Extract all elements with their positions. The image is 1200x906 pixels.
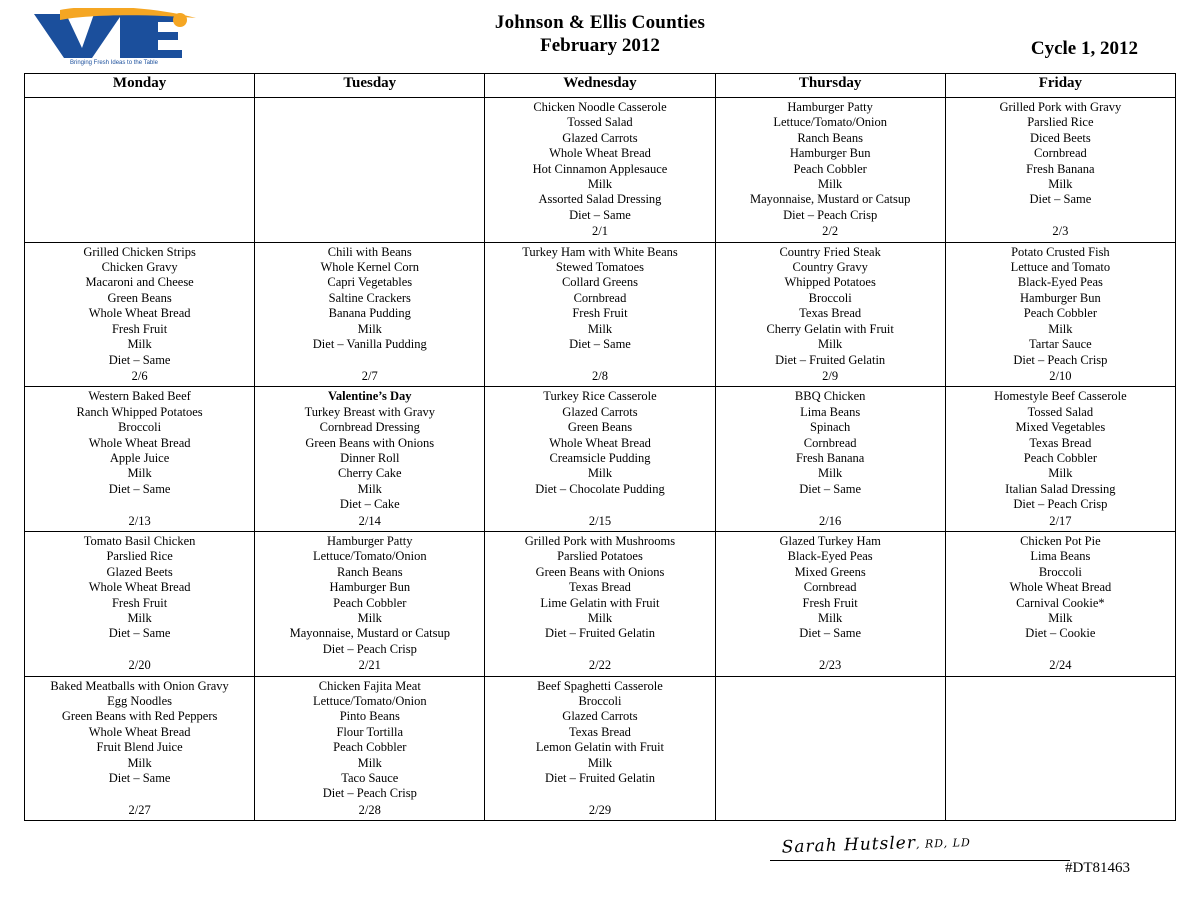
menu-item: Fruit Blend Juice: [96, 740, 183, 755]
menu-item: Lima Beans: [800, 404, 861, 419]
table-row: [25, 387, 1176, 532]
menu-item: Milk: [1048, 611, 1073, 625]
menu-item: Grilled Pork with Gravy: [999, 100, 1122, 114]
menu-day-cell: [715, 98, 945, 243]
menu-day-date: 2/22: [588, 658, 612, 673]
menu-item-list: [948, 100, 1173, 208]
menu-item: Green Beans with Onions: [535, 564, 665, 579]
menu-item: Diet – Cookie: [1025, 626, 1096, 641]
table-header-row: [25, 74, 1176, 98]
menu-day-date: 2/13: [128, 513, 151, 528]
menu-item: Milk: [357, 481, 382, 496]
menu-item-list: [487, 679, 712, 787]
menu-item: Country Fried Steak: [779, 244, 881, 259]
menu-item: Fresh Banana: [795, 450, 865, 465]
table-row: [25, 676, 1176, 821]
menu-item: Ranch Whipped Potatoes: [76, 404, 203, 419]
menu-item: Ranch Beans: [797, 130, 863, 145]
menu-item: Lettuce/Tomato/Onion: [773, 115, 887, 130]
menu-item: Peach Cobbler: [333, 595, 407, 610]
menu-day-cell: [945, 98, 1175, 243]
menu-item: Diet – Same: [108, 352, 171, 367]
menu-item: Diet – Fruited Gelatin: [775, 352, 886, 367]
menu-item: Black-Eyed Peas: [787, 549, 873, 564]
menu-item: Cornbread: [803, 435, 857, 450]
menu-day-content: [946, 677, 1175, 682]
menu-day-content: [25, 532, 254, 676]
menu-item: Milk: [1048, 466, 1073, 481]
menu-item: Hot Cinnamon Applesauce: [532, 161, 668, 176]
menu-item-list: [718, 100, 943, 223]
menu-table-body: [25, 98, 1176, 821]
valley-logo: [30, 8, 200, 66]
menu-item: Lettuce and Tomato: [1010, 260, 1111, 275]
menu-item: Parslied Rice: [106, 549, 173, 564]
signature-name: [769, 824, 1169, 858]
menu-item: Diet – Same: [108, 626, 171, 641]
menu-day-date: 2/8: [591, 368, 608, 383]
column-header-monday: Monday: [25, 74, 255, 98]
menu-item: Cornbread: [803, 580, 857, 595]
menu-day-date: [27, 100, 252, 101]
menu-item: Hamburger Bun: [789, 146, 871, 161]
cycle-label: Cycle 1, 2012: [1030, 38, 1138, 59]
menu-item: Milk: [587, 177, 613, 192]
menu-item: Diet – Same: [569, 337, 631, 352]
menu-item-list: [257, 245, 482, 353]
menu-item: Milk: [587, 755, 613, 770]
menu-item: Cherry Cake: [338, 466, 402, 481]
menu-item: Cornbread: [573, 290, 627, 305]
menu-item-list: [948, 534, 1173, 642]
menu-item: Chicken Noodle Casserole: [533, 100, 667, 114]
menu-item: Cornbread Dressing: [319, 420, 420, 435]
menu-item: Mixed Greens: [794, 564, 866, 579]
menu-day-cell: [255, 676, 485, 821]
menu-item: Diet – Peach Crisp: [322, 641, 417, 656]
menu-day-cell: [25, 98, 255, 243]
menu-item: Whole Wheat Bread: [88, 435, 191, 450]
menu-day-content: [485, 243, 714, 387]
menu-item: Milk: [127, 611, 152, 625]
menu-day-date: 2/6: [131, 368, 148, 383]
menu-day-content: [946, 532, 1175, 676]
menu-day-date: 2/1: [591, 224, 608, 239]
menu-item: Lime Gelatin with Fruit: [540, 595, 660, 610]
menu-item: Whole Wheat Bread: [88, 580, 191, 595]
signature-name-text: Sarah Hutsler: [781, 832, 917, 858]
column-header-tuesday: Tuesday: [255, 74, 485, 98]
menu-item: Potato Crusted Fish: [1011, 244, 1110, 259]
menu-day-content: [255, 677, 484, 821]
menu-item: Egg Noodles: [107, 694, 173, 709]
column-header-friday: Friday: [945, 74, 1175, 98]
page-header: [24, 8, 1176, 70]
menu-day-cell: [485, 531, 715, 676]
menu-item: Diet – Cake: [339, 497, 400, 512]
menu-day-cell: [945, 387, 1175, 532]
menu-item: Hamburger Patty: [327, 533, 413, 548]
menu-item: Black-Eyed Peas: [1017, 275, 1103, 290]
menu-day-content: [25, 677, 254, 821]
menu-item: Whole Wheat Bread: [549, 146, 651, 161]
menu-item: Milk: [818, 611, 843, 625]
menu-item: Broccoli: [808, 290, 852, 305]
menu-day-date: [948, 679, 1173, 680]
menu-item: Milk: [127, 755, 152, 770]
menu-item: Chicken Gravy: [101, 260, 178, 275]
signature-code: #DT81463: [1065, 860, 1130, 876]
menu-day-date: 2/27: [128, 802, 151, 817]
menu-item: Valentine’s Day: [328, 389, 412, 404]
menu-day-content: [946, 387, 1175, 531]
menu-day-date: 2/29: [588, 802, 612, 817]
menu-item: Milk: [587, 466, 613, 481]
menu-item: Diet – Same: [1029, 192, 1092, 207]
menu-item-list: [27, 679, 252, 787]
menu-day-cell: [255, 531, 485, 676]
menu-item: Milk: [357, 755, 382, 770]
menu-item: Milk: [357, 611, 382, 625]
menu-item: Fresh Fruit: [802, 595, 858, 610]
menu-item-list: [718, 245, 943, 368]
menu-item: Diet – Peach Crisp: [783, 207, 878, 222]
menu-item: Parslied Rice: [1027, 115, 1094, 130]
menu-item: Lima Beans: [1030, 549, 1091, 564]
menu-day-content: [716, 677, 945, 682]
menu-day-cell: [715, 531, 945, 676]
menu-item-list: [27, 389, 252, 497]
menu-item: Diet – Same: [108, 481, 171, 496]
menu-day-date: 2/14: [358, 513, 381, 528]
menu-day-cell: [945, 676, 1175, 821]
menu-item: Hamburger Patty: [787, 100, 873, 114]
menu-item: Stewed Tomatoes: [555, 260, 645, 275]
menu-item: Chicken Pot Pie: [1020, 533, 1101, 548]
menu-item: Chicken Fajita Meat: [318, 678, 421, 693]
menu-day-cell: [715, 242, 945, 387]
signature-line: [770, 860, 1070, 861]
menu-day-cell: [25, 387, 255, 532]
menu-item: Green Beans: [567, 420, 633, 435]
menu-day-content: [25, 98, 254, 103]
menu-item: Milk: [587, 321, 613, 336]
menu-item-list: [487, 245, 712, 353]
menu-item: Milk: [1048, 321, 1073, 336]
menu-day-cell: [485, 98, 715, 243]
menu-item-list: [948, 245, 1173, 368]
menu-day-content: [485, 677, 714, 821]
menu-item-list: [257, 534, 482, 657]
menu-item: Fresh Fruit: [111, 321, 168, 336]
menu-item: Turkey Breast with Gravy: [304, 404, 435, 419]
menu-item: Homestyle Beef Casserole: [994, 389, 1127, 404]
menu-item: Milk: [818, 177, 843, 192]
menu-item: Cornbread: [1033, 146, 1087, 161]
menu-item: Turkey Rice Casserole: [543, 389, 657, 404]
menu-day-cell: [945, 242, 1175, 387]
menu-item: Texas Bread: [568, 724, 631, 739]
menu-item: Peach Cobbler: [1023, 306, 1097, 321]
menu-item: Whipped Potatoes: [784, 275, 876, 290]
menu-day-date: 2/21: [358, 658, 381, 673]
menu-item: Tomato Basil Chicken: [83, 533, 196, 548]
menu-item: Green Beans: [107, 290, 172, 305]
menu-day-date: [718, 679, 943, 680]
column-header-wednesday: Wednesday: [485, 74, 715, 98]
menu-day-cell: [255, 242, 485, 387]
menu-item: Fresh Fruit: [572, 306, 628, 321]
menu-day-cell: [715, 676, 945, 821]
menu-item-list: [257, 389, 482, 512]
menu-item-list: [718, 534, 943, 642]
menu-item: Diet – Fruited Gelatin: [544, 626, 655, 641]
menu-day-content: [946, 98, 1175, 242]
menu-item: Whole Wheat Bread: [1009, 580, 1112, 595]
menu-item: Fresh Banana: [1026, 161, 1095, 176]
menu-item: Whole Kernel Corn: [320, 260, 420, 275]
menu-item-list: [487, 389, 712, 497]
menu-item: Italian Salad Dressing: [1005, 481, 1116, 496]
menu-item: Pinto Beans: [339, 709, 400, 724]
menu-item: Diet – Same: [799, 481, 862, 496]
menu-day-content: [946, 243, 1175, 387]
menu-item-list: [27, 245, 252, 368]
menu-day-content: [255, 243, 484, 387]
menu-day-date: 2/7: [361, 368, 378, 383]
menu-item: Broccoli: [1038, 564, 1082, 579]
menu-item: Glazed Carrots: [562, 404, 638, 419]
table-row: [25, 98, 1176, 243]
menu-item: Diet – Fruited Gelatin: [544, 771, 655, 786]
menu-item: Western Baked Beef: [88, 389, 191, 404]
signature-credential: , RD, LD: [915, 835, 971, 851]
menu-day-content: [255, 387, 484, 531]
menu-item: Fresh Fruit: [111, 595, 168, 610]
menu-item: Peach Cobbler: [793, 161, 867, 176]
menu-item: BBQ Chicken: [794, 389, 866, 404]
menu-day-date: 2/3: [1052, 224, 1069, 239]
menu-item: Texas Bread: [1029, 435, 1092, 450]
menu-item-list: [487, 534, 712, 642]
menu-day-cell: [485, 242, 715, 387]
menu-day-content: [716, 243, 945, 387]
menu-item: Taco Sauce: [341, 771, 399, 786]
svg-text:Bringing Fresh Ideas to the Ta: Bringing Fresh Ideas to the Table: [70, 60, 158, 66]
menu-item: Chili with Beans: [327, 244, 412, 259]
menu-day-cell: [485, 676, 715, 821]
menu-day-content: [716, 387, 945, 531]
menu-item: Broccoli: [578, 694, 622, 709]
menu-item: Texas Bread: [799, 306, 862, 321]
menu-day-content: [25, 387, 254, 531]
menu-item: Diced Beets: [1030, 130, 1091, 145]
menu-day-date: 2/9: [822, 368, 839, 383]
menu-item-list: [487, 100, 712, 223]
menu-day-date: 2/24: [1049, 658, 1072, 673]
menu-day-cell: [715, 387, 945, 532]
menu-item: Carnival Cookie*: [1016, 595, 1105, 610]
menu-item: Milk: [357, 321, 382, 336]
menu-item: Grilled Pork with Mushrooms: [524, 533, 676, 548]
menu-day-date: 2/15: [588, 513, 612, 528]
menu-item: Lettuce/Tomato/Onion: [312, 694, 427, 709]
menu-item: Milk: [818, 466, 843, 481]
menu-item: Whole Wheat Bread: [88, 306, 191, 321]
menu-item: Milk: [127, 337, 152, 352]
menu-day-cell: [485, 387, 715, 532]
menu-item: Milk: [587, 611, 613, 625]
menu-item: Tossed Salad: [567, 115, 633, 130]
menu-item: Spinach: [810, 420, 851, 435]
menu-item: Tartar Sauce: [1029, 337, 1092, 352]
table-row: [25, 531, 1176, 676]
menu-item: Diet – Chocolate Pudding: [535, 481, 665, 496]
menu-item: Glazed Beets: [106, 564, 173, 579]
menu-item-list: [27, 534, 252, 642]
menu-day-cell: [25, 531, 255, 676]
menu-item: Diet – Peach Crisp: [1013, 352, 1108, 367]
menu-item: Saltine Crackers: [328, 290, 411, 305]
menu-item: Peach Cobbler: [333, 740, 407, 755]
menu-item: Whole Wheat Bread: [88, 724, 191, 739]
menu-item: Macaroni and Cheese: [85, 275, 194, 290]
page-title: Johnson & Ellis Counties: [494, 12, 706, 33]
menu-item: Milk: [127, 466, 152, 481]
menu-item: Beef Spaghetti Casserole: [537, 678, 663, 693]
menu-item: Glazed Carrots: [562, 709, 638, 724]
menu-item: Turkey Ham with White Beans: [522, 244, 678, 259]
menu-item: Diet – Same: [569, 207, 631, 222]
menu-day-cell: [25, 242, 255, 387]
menu-item: Diet – Peach Crisp: [1013, 497, 1108, 512]
menu-item-list: [718, 389, 943, 497]
menu-item: Diet – Peach Crisp: [322, 786, 417, 801]
menu-item: Diet – Same: [799, 626, 862, 641]
menu-item: Milk: [818, 337, 843, 352]
menu-item: Texas Bread: [568, 580, 631, 595]
menu-item: Baked Meatballs with Onion Gravy: [50, 678, 229, 693]
menu-day-date: [257, 100, 482, 101]
menu-day-content: [255, 532, 484, 676]
signature-block: [770, 832, 1170, 876]
menu-item: Broccoli: [118, 420, 162, 435]
menu-day-date: 2/2: [822, 224, 839, 239]
menu-day-cell: [255, 98, 485, 243]
menu-item: Mayonnaise, Mustard or Catsup: [289, 626, 450, 641]
menu-item: Diet – Vanilla Pudding: [312, 337, 427, 352]
menu-item-list: [257, 679, 482, 802]
menu-day-date: 2/17: [1049, 513, 1072, 528]
menu-item-list: [948, 389, 1173, 512]
menu-day-date: 2/10: [1049, 368, 1072, 383]
menu-item: Glazed Turkey Ham: [779, 533, 881, 548]
menu-day-content: [716, 98, 945, 242]
menu-item: Mayonnaise, Mustard or Catsup: [749, 192, 911, 207]
menu-item: Milk: [1048, 177, 1073, 192]
menu-day-content: [485, 98, 714, 242]
menu-day-cell: [945, 531, 1175, 676]
menu-item: Peach Cobbler: [1023, 450, 1097, 465]
menu-item: Whole Wheat Bread: [549, 435, 651, 450]
menu-item: Green Beans with Onions: [305, 435, 435, 450]
menu-item: Creamsicle Pudding: [549, 450, 651, 465]
menu-item: Cherry Gelatin with Fruit: [766, 321, 894, 336]
menu-item: Lettuce/Tomato/Onion: [312, 549, 427, 564]
menu-item: Flour Tortilla: [336, 724, 404, 739]
menu-item: Capri Vegetables: [327, 275, 413, 290]
menu-day-date: 2/20: [128, 658, 151, 673]
menu-item: Ranch Beans: [336, 564, 403, 579]
menu-table: [24, 73, 1176, 821]
menu-day-content: [716, 532, 945, 676]
menu-day-cell: [255, 387, 485, 532]
table-row: [25, 242, 1176, 387]
menu-item: Tossed Salad: [1027, 404, 1094, 419]
menu-item: Hamburger Bun: [329, 580, 411, 595]
menu-day-date: 2/16: [819, 513, 842, 528]
menu-day-content: [485, 387, 714, 531]
menu-item: Collard Greens: [561, 275, 638, 290]
menu-day-content: [255, 98, 484, 103]
menu-item: Country Gravy: [792, 260, 868, 275]
menu-day-cell: [25, 676, 255, 821]
menu-item: Lemon Gelatin with Fruit: [535, 740, 665, 755]
menu-item: Hamburger Bun: [1020, 290, 1101, 305]
menu-item: Mixed Vegetables: [1015, 420, 1106, 435]
menu-item: Diet – Same: [108, 771, 171, 786]
menu-item: Glazed Carrots: [562, 130, 638, 145]
menu-day-content: [25, 243, 254, 387]
menu-item: Assorted Salad Dressing: [538, 192, 662, 207]
menu-day-content: [485, 532, 714, 676]
menu-item: Apple Juice: [109, 450, 170, 465]
page-subtitle: February 2012: [540, 35, 660, 56]
menu-item: Green Beans with Red Peppers: [61, 709, 218, 724]
menu-item: Dinner Roll: [340, 450, 400, 465]
menu-item: Parslied Potatoes: [557, 549, 643, 564]
menu-day-date: 2/23: [819, 658, 842, 673]
menu-day-date: 2/28: [358, 802, 381, 817]
column-header-thursday: Thursday: [715, 74, 945, 98]
menu-item: Banana Pudding: [328, 306, 411, 321]
menu-item: Grilled Chicken Strips: [83, 244, 196, 259]
